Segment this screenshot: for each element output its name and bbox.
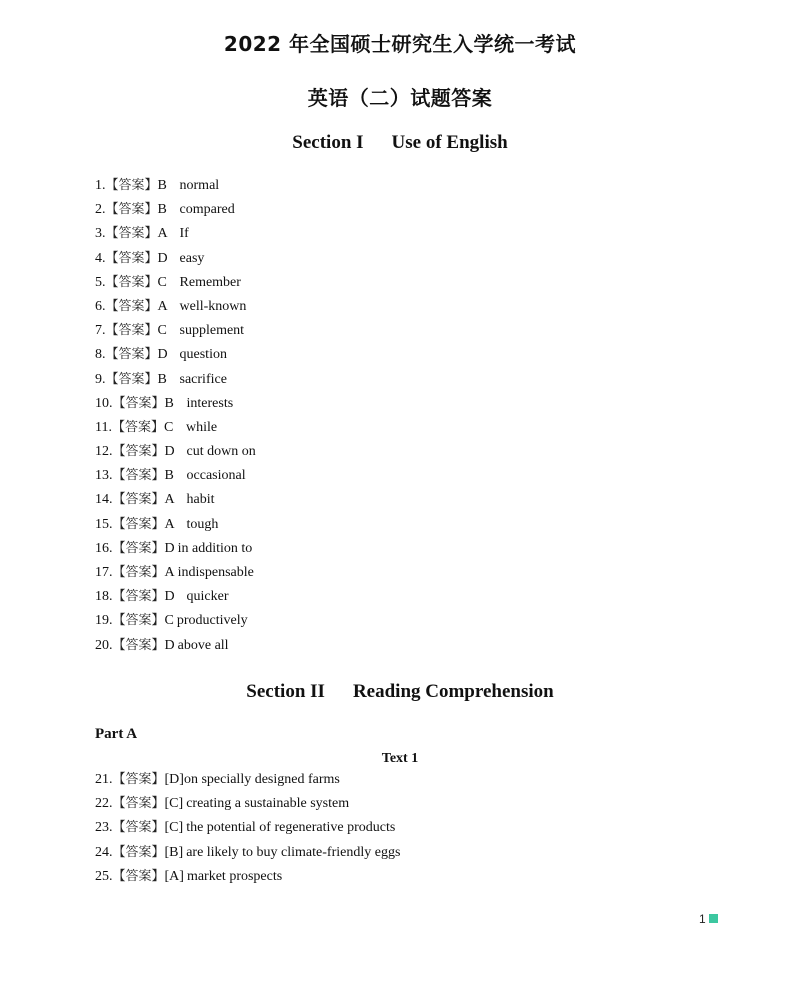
answer-tag: 【答案】 xyxy=(105,347,158,363)
answer-text: supplement xyxy=(179,323,245,339)
answer-choice: A xyxy=(164,492,175,508)
answer-choice: D xyxy=(164,589,175,605)
answer-list-use-of-english xyxy=(95,174,735,658)
answer-choice: C xyxy=(157,323,167,339)
answer-item xyxy=(95,247,735,271)
answer-item xyxy=(95,537,735,561)
answer-text: above all xyxy=(177,637,229,653)
answer-tag: 【答案】 xyxy=(112,613,165,629)
answer-tag: 【答案】 xyxy=(112,772,165,787)
answer-item xyxy=(95,634,735,658)
answer-text: sacrifice xyxy=(179,371,227,387)
answer-number: 3. xyxy=(95,226,106,242)
answer-number: 20. xyxy=(95,637,113,653)
answer-choice: B xyxy=(157,178,167,193)
answer-number: 22. xyxy=(95,796,113,812)
answer-text: indispensable xyxy=(177,565,254,580)
part-a-label: Part A xyxy=(95,726,138,742)
section-1-number: Section I xyxy=(292,132,364,153)
answer-number: 14. xyxy=(95,492,113,508)
answer-tag: 【答案】 xyxy=(112,796,165,812)
answer-choice: [C] xyxy=(164,820,184,836)
answer-item xyxy=(95,416,735,440)
answer-item xyxy=(95,865,735,889)
answer-tag: 【答案】 xyxy=(111,419,164,435)
answer-item xyxy=(95,488,735,512)
answer-choice: B xyxy=(164,395,174,411)
section-2-name: Reading Comprehension xyxy=(352,681,554,702)
answer-tag: 【答案】 xyxy=(112,637,165,653)
answer-number: 18. xyxy=(95,589,113,605)
answer-text: If xyxy=(179,226,189,242)
answer-number: 17. xyxy=(95,565,113,580)
answer-number: 1. xyxy=(95,178,106,193)
answer-choice: D xyxy=(164,637,175,653)
answer-item xyxy=(95,368,735,392)
answer-number: 4. xyxy=(95,250,106,266)
answer-item xyxy=(95,561,735,585)
answer-text: habit xyxy=(186,492,215,508)
answer-text: are likely to buy climate-friendly eggs xyxy=(186,844,401,860)
answer-item xyxy=(95,198,735,222)
answer-text: the potential of regenerative products xyxy=(186,820,396,836)
answer-text: creating a sustainable system xyxy=(186,796,350,812)
answer-number: 12. xyxy=(95,444,113,460)
page-mark-square xyxy=(709,914,718,923)
section-2-heading xyxy=(0,681,800,703)
answer-item xyxy=(95,816,735,840)
answer-list-reading xyxy=(95,768,735,889)
answer-item xyxy=(95,174,735,198)
answer-choice: B xyxy=(157,202,167,218)
answer-text: normal xyxy=(179,178,220,193)
answer-number: 23. xyxy=(95,820,113,836)
answer-number: 7. xyxy=(95,323,106,339)
answer-text: in addition to xyxy=(177,540,253,556)
answer-number: 9. xyxy=(95,371,106,387)
answer-choice: [C] xyxy=(164,796,184,812)
page-number: 1 xyxy=(699,912,706,926)
answer-choice: B xyxy=(164,468,174,484)
answer-choice: D xyxy=(157,250,168,266)
answer-number: 15. xyxy=(95,516,113,532)
answer-tag: 【答案】 xyxy=(105,371,158,387)
answer-text: productively xyxy=(176,613,248,629)
answer-tag: 【答案】 xyxy=(105,202,158,218)
answer-item xyxy=(95,392,735,416)
answer-choice: D xyxy=(157,347,168,363)
answer-tag: 【答案】 xyxy=(112,820,165,836)
answer-tag: 【答案】 xyxy=(112,444,165,460)
answer-text: tough xyxy=(186,516,219,532)
answer-number: 13. xyxy=(95,468,113,484)
answer-number: 11. xyxy=(95,419,112,435)
answer-choice: C xyxy=(157,274,167,290)
answer-tag: 【答案】 xyxy=(112,565,165,580)
answer-text: easy xyxy=(179,250,205,266)
answer-text: occasional xyxy=(186,468,246,484)
answer-tag: 【答案】 xyxy=(105,250,158,266)
answer-choice: D xyxy=(164,540,175,556)
answer-tag: 【答案】 xyxy=(112,516,165,532)
answer-text: while xyxy=(186,419,218,435)
answer-tag: 【答案】 xyxy=(112,868,165,884)
answer-number: 21. xyxy=(95,772,113,787)
answer-tag: 【答案】 xyxy=(112,468,165,484)
answer-item xyxy=(95,295,735,319)
answer-number: 2. xyxy=(95,202,106,218)
answer-tag: 【答案】 xyxy=(105,274,158,290)
answer-text: well-known xyxy=(179,298,247,314)
answer-choice: C xyxy=(164,613,174,629)
answer-item xyxy=(95,792,735,816)
answer-number: 25. xyxy=(95,868,113,884)
answer-choice: A xyxy=(164,516,175,532)
answer-choice: A xyxy=(157,298,168,314)
answer-text: compared xyxy=(179,202,235,218)
answer-tag: 【答案】 xyxy=(112,589,165,605)
answer-text: market prospects xyxy=(186,868,283,884)
answer-tag: 【答案】 xyxy=(105,323,158,339)
section-2-number: Section II xyxy=(246,681,325,702)
answer-item xyxy=(95,464,735,488)
answer-text: on specially designed farms xyxy=(183,772,340,787)
answer-item xyxy=(95,513,735,537)
answer-item xyxy=(95,343,735,367)
exam-subtitle: 英语（二）试题答案 xyxy=(307,86,493,110)
answer-number: 19. xyxy=(95,613,113,629)
answer-number: 5. xyxy=(95,274,106,290)
answer-choice: A xyxy=(164,565,175,580)
answer-tag: 【答案】 xyxy=(105,226,158,242)
answer-tag: 【答案】 xyxy=(105,298,158,314)
exam-title: 2022 年全国硕士研究生入学统一考试 xyxy=(223,32,577,56)
answer-choice: D xyxy=(164,444,175,460)
answer-text: quicker xyxy=(186,589,229,605)
answer-number: 6. xyxy=(95,298,106,314)
answer-item xyxy=(95,440,735,464)
answer-tag: 【答案】 xyxy=(112,395,165,411)
answer-item xyxy=(95,609,735,633)
answer-choice: A xyxy=(157,226,168,242)
answer-item xyxy=(95,271,735,295)
section-1-heading xyxy=(0,132,800,154)
answer-choice: B xyxy=(157,371,167,387)
answer-number: 10. xyxy=(95,395,113,411)
answer-choice: C xyxy=(164,419,174,435)
answer-text: question xyxy=(179,347,227,363)
answer-tag: 【答案】 xyxy=(112,844,165,860)
answer-item xyxy=(95,768,735,792)
answer-number: 8. xyxy=(95,347,106,363)
answer-item xyxy=(95,585,735,609)
answer-tag: 【答案】 xyxy=(112,492,165,508)
answer-choice: [A] xyxy=(164,868,184,884)
answer-text: interests xyxy=(186,395,234,411)
answer-text: Remember xyxy=(179,274,241,290)
answer-choice: [B] xyxy=(164,844,184,860)
answer-tag: 【答案】 xyxy=(105,178,158,193)
answer-item xyxy=(95,319,735,343)
answer-tag: 【答案】 xyxy=(112,540,165,556)
section-1-name: Use of English xyxy=(391,132,508,153)
text-1-label: Text 1 xyxy=(381,751,419,766)
answer-choice: [D] xyxy=(164,772,184,787)
answer-number: 16. xyxy=(95,540,113,556)
answer-text: cut down on xyxy=(186,444,256,460)
answer-number: 24. xyxy=(95,844,113,860)
answer-item xyxy=(95,222,735,246)
answer-item xyxy=(95,841,735,865)
